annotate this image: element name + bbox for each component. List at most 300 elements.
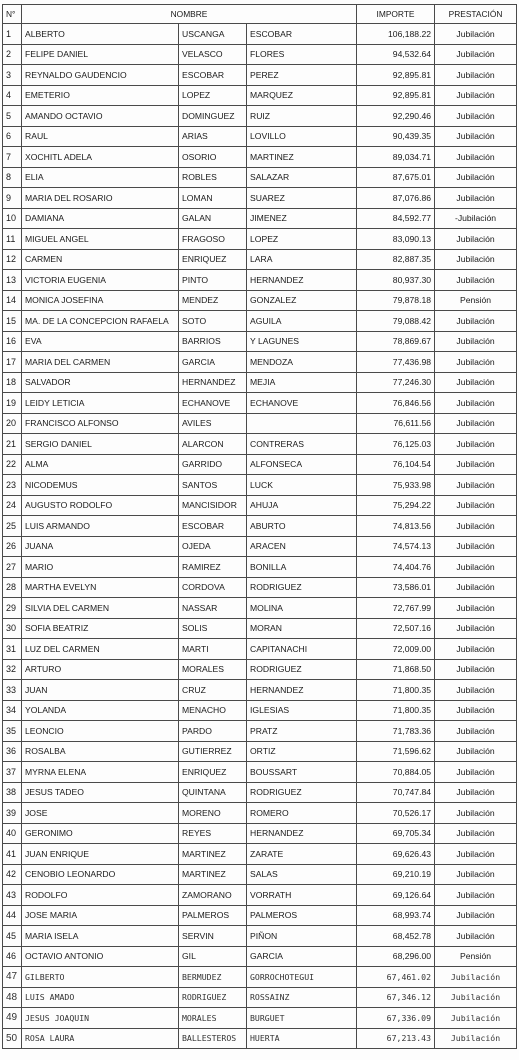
paternal-surname-cell: MENACHO — [179, 700, 247, 721]
benefit-type-cell: Jubilación — [435, 229, 517, 250]
table-row — [3, 290, 517, 311]
first-name-cell: LEONCIO — [22, 721, 179, 742]
first-name-cell: ROSALBA — [22, 741, 179, 762]
amount-cell: 72,009.00 — [357, 639, 435, 660]
benefit-type-cell: -Jubilación — [435, 208, 517, 229]
benefit-type-cell: Pensión — [435, 946, 517, 967]
paternal-surname-cell: FRAGOSO — [179, 229, 247, 250]
amount-cell: 92,895.81 — [357, 65, 435, 86]
row-number-cell: 47 — [3, 967, 22, 988]
table-row — [3, 208, 517, 229]
first-name-cell: LUZ DEL CARMEN — [22, 639, 179, 660]
first-name-cell: FELIPE DANIEL — [22, 44, 179, 65]
benefit-type-cell: Jubilación — [435, 126, 517, 147]
first-name-cell: ALBERTO — [22, 24, 179, 45]
maternal-surname-cell: LOVILLO — [247, 126, 357, 147]
first-name-cell: EMETERIO — [22, 85, 179, 106]
benefit-type-cell: Jubilación — [435, 741, 517, 762]
first-name-cell: LUIS AMADO — [22, 987, 179, 1008]
beneficiaries-table — [2, 4, 517, 1049]
table-row — [3, 700, 517, 721]
first-name-cell: RODOLFO — [22, 885, 179, 906]
paternal-surname-cell: DOMINGUEZ — [179, 106, 247, 127]
maternal-surname-cell: ESCOBAR — [247, 24, 357, 45]
row-number-cell: 27 — [3, 557, 22, 578]
row-number-cell: 18 — [3, 372, 22, 393]
benefit-type-cell: Jubilación — [435, 249, 517, 270]
maternal-surname-cell: CONTRERAS — [247, 434, 357, 455]
amount-cell: 94,532.64 — [357, 44, 435, 65]
paternal-surname-cell: AVILES — [179, 413, 247, 434]
maternal-surname-cell: SALAS — [247, 864, 357, 885]
benefit-type-cell: Jubilación — [435, 270, 517, 291]
row-number-cell: 2 — [3, 44, 22, 65]
table-row — [3, 147, 517, 168]
amount-cell: 76,846.56 — [357, 393, 435, 414]
table-row — [3, 557, 517, 578]
amount-cell: 87,675.01 — [357, 167, 435, 188]
row-number-cell: 9 — [3, 188, 22, 209]
amount-cell: 92,895.81 — [357, 85, 435, 106]
table-body — [3, 24, 517, 1049]
table-row — [3, 823, 517, 844]
paternal-surname-cell: SERVIN — [179, 926, 247, 947]
amount-cell: 79,088.42 — [357, 311, 435, 332]
first-name-cell: FRANCISCO ALFONSO — [22, 413, 179, 434]
table-row — [3, 741, 517, 762]
first-name-cell: MARIA DEL ROSARIO — [22, 188, 179, 209]
header-benefit: PRESTACIÓN — [435, 5, 517, 24]
benefit-type-cell: Jubilación — [435, 885, 517, 906]
maternal-surname-cell: GONZALEZ — [247, 290, 357, 311]
table-row — [3, 721, 517, 742]
amount-cell: 82,887.35 — [357, 249, 435, 270]
table-row — [3, 229, 517, 250]
paternal-surname-cell: BERMUDEZ — [179, 967, 247, 988]
row-number-cell: 20 — [3, 413, 22, 434]
maternal-surname-cell: ROMERO — [247, 803, 357, 824]
first-name-cell: CARMEN — [22, 249, 179, 270]
table-row — [3, 905, 517, 926]
benefit-type-cell: Jubilación — [435, 516, 517, 537]
amount-cell: 83,090.13 — [357, 229, 435, 250]
amount-cell: 76,125.03 — [357, 434, 435, 455]
maternal-surname-cell: JIMENEZ — [247, 208, 357, 229]
first-name-cell: GERONIMO — [22, 823, 179, 844]
row-number-cell: 35 — [3, 721, 22, 742]
paternal-surname-cell: NASSAR — [179, 598, 247, 619]
benefit-type-cell: Jubilación — [435, 844, 517, 865]
table-row — [3, 413, 517, 434]
row-number-cell: 10 — [3, 208, 22, 229]
maternal-surname-cell: ORTIZ — [247, 741, 357, 762]
table-row — [3, 577, 517, 598]
paternal-surname-cell: GIL — [179, 946, 247, 967]
row-number-cell: 25 — [3, 516, 22, 537]
amount-cell: 92,290.46 — [357, 106, 435, 127]
paternal-surname-cell: LOPEZ — [179, 85, 247, 106]
table-row — [3, 946, 517, 967]
amount-cell: 72,507.16 — [357, 618, 435, 639]
benefit-type-cell: Jubilación — [435, 618, 517, 639]
row-number-cell: 28 — [3, 577, 22, 598]
paternal-surname-cell: PALMEROS — [179, 905, 247, 926]
row-number-cell: 34 — [3, 700, 22, 721]
benefit-type-cell: Jubilación — [435, 434, 517, 455]
table-row — [3, 188, 517, 209]
row-number-cell: 16 — [3, 331, 22, 352]
maternal-surname-cell: BOUSSART — [247, 762, 357, 783]
table-row — [3, 331, 517, 352]
amount-cell: 80,937.30 — [357, 270, 435, 291]
amount-cell: 71,800.35 — [357, 680, 435, 701]
paternal-surname-cell: LOMAN — [179, 188, 247, 209]
first-name-cell: OCTAVIO ANTONIO — [22, 946, 179, 967]
table-row — [3, 126, 517, 147]
paternal-surname-cell: MENDEZ — [179, 290, 247, 311]
table-row — [3, 803, 517, 824]
benefit-type-cell: Jubilación — [435, 1028, 517, 1049]
maternal-surname-cell: HERNANDEZ — [247, 680, 357, 701]
paternal-surname-cell: ESCOBAR — [179, 65, 247, 86]
benefit-type-cell: Jubilación — [435, 475, 517, 496]
amount-cell: 71,800.35 — [357, 700, 435, 721]
row-number-cell: 31 — [3, 639, 22, 660]
first-name-cell: GILBERTO — [22, 967, 179, 988]
table-row — [3, 434, 517, 455]
maternal-surname-cell: MENDOZA — [247, 352, 357, 373]
benefit-type-cell: Jubilación — [435, 823, 517, 844]
benefit-type-cell: Jubilación — [435, 721, 517, 742]
paternal-surname-cell: OJEDA — [179, 536, 247, 557]
amount-cell: 71,868.50 — [357, 659, 435, 680]
row-number-cell: 4 — [3, 85, 22, 106]
amount-cell: 68,993.74 — [357, 905, 435, 926]
table-row — [3, 311, 517, 332]
paternal-surname-cell: VELASCO — [179, 44, 247, 65]
first-name-cell: REYNALDO GAUDENCIO — [22, 65, 179, 86]
amount-cell: 89,034.71 — [357, 147, 435, 168]
maternal-surname-cell: AGUILA — [247, 311, 357, 332]
paternal-surname-cell: ARIAS — [179, 126, 247, 147]
table-row — [3, 639, 517, 660]
benefit-type-cell: Jubilación — [435, 905, 517, 926]
amount-cell: 77,246.30 — [357, 372, 435, 393]
maternal-surname-cell: HUERTA — [247, 1028, 357, 1049]
table-row — [3, 516, 517, 537]
row-number-cell: 14 — [3, 290, 22, 311]
first-name-cell: MYRNA ELENA — [22, 762, 179, 783]
first-name-cell: NICODEMUS — [22, 475, 179, 496]
maternal-surname-cell: PALMEROS — [247, 905, 357, 926]
row-number-cell: 49 — [3, 1008, 22, 1029]
paternal-surname-cell: RODRIGUEZ — [179, 987, 247, 1008]
maternal-surname-cell: PRATZ — [247, 721, 357, 742]
table-row — [3, 352, 517, 373]
row-number-cell: 6 — [3, 126, 22, 147]
row-number-cell: 43 — [3, 885, 22, 906]
first-name-cell: MARIA DEL CARMEN — [22, 352, 179, 373]
amount-cell: 72,767.99 — [357, 598, 435, 619]
benefit-type-cell: Jubilación — [435, 85, 517, 106]
amount-cell: 79,878.18 — [357, 290, 435, 311]
first-name-cell: ROSA LAURA — [22, 1028, 179, 1049]
benefit-type-cell: Jubilación — [435, 1008, 517, 1029]
amount-cell: 71,596.62 — [357, 741, 435, 762]
paternal-surname-cell: CORDOVA — [179, 577, 247, 598]
table-row — [3, 618, 517, 639]
row-number-cell: 40 — [3, 823, 22, 844]
first-name-cell: MARIA ISELA — [22, 926, 179, 947]
benefit-type-cell: Jubilación — [435, 639, 517, 660]
table-row — [3, 24, 517, 45]
benefit-type-cell: Jubilación — [435, 65, 517, 86]
table-row — [3, 475, 517, 496]
paternal-surname-cell: GUTIERREZ — [179, 741, 247, 762]
first-name-cell: MIGUEL ANGEL — [22, 229, 179, 250]
first-name-cell: SILVIA DEL CARMEN — [22, 598, 179, 619]
paternal-surname-cell: SANTOS — [179, 475, 247, 496]
first-name-cell: AMANDO OCTAVIO — [22, 106, 179, 127]
benefit-type-cell: Jubilación — [435, 372, 517, 393]
amount-cell: 69,210.19 — [357, 864, 435, 885]
benefit-type-cell: Jubilación — [435, 413, 517, 434]
first-name-cell: JESUS TADEO — [22, 782, 179, 803]
maternal-surname-cell: LOPEZ — [247, 229, 357, 250]
benefit-type-cell: Jubilación — [435, 331, 517, 352]
benefit-type-cell: Jubilación — [435, 700, 517, 721]
table-row — [3, 1028, 517, 1049]
benefit-type-cell: Jubilación — [435, 393, 517, 414]
maternal-surname-cell: AHUJA — [247, 495, 357, 516]
paternal-surname-cell: ESCOBAR — [179, 516, 247, 537]
paternal-surname-cell: SOTO — [179, 311, 247, 332]
maternal-surname-cell: RODRIGUEZ — [247, 659, 357, 680]
table-row — [3, 987, 517, 1008]
table-row — [3, 782, 517, 803]
row-number-cell: 19 — [3, 393, 22, 414]
maternal-surname-cell: FLORES — [247, 44, 357, 65]
maternal-surname-cell: ABURTO — [247, 516, 357, 537]
first-name-cell: MA. DE LA CONCEPCION RAFAELA — [22, 311, 179, 332]
paternal-surname-cell: PINTO — [179, 270, 247, 291]
row-number-cell: 17 — [3, 352, 22, 373]
paternal-surname-cell: QUINTANA — [179, 782, 247, 803]
benefit-type-cell: Jubilación — [435, 557, 517, 578]
table-row — [3, 1008, 517, 1029]
table-row — [3, 270, 517, 291]
amount-cell: 74,404.76 — [357, 557, 435, 578]
table-row — [3, 44, 517, 65]
amount-cell: 68,452.78 — [357, 926, 435, 947]
row-number-cell: 45 — [3, 926, 22, 947]
maternal-surname-cell: RODRIGUEZ — [247, 782, 357, 803]
first-name-cell: DAMIANA — [22, 208, 179, 229]
maternal-surname-cell: LARA — [247, 249, 357, 270]
benefit-type-cell: Jubilación — [435, 536, 517, 557]
benefit-type-cell: Jubilación — [435, 577, 517, 598]
amount-cell: 67,346.12 — [357, 987, 435, 1008]
row-number-cell: 48 — [3, 987, 22, 1008]
maternal-surname-cell: LUCK — [247, 475, 357, 496]
maternal-surname-cell: BONILLA — [247, 557, 357, 578]
first-name-cell: MARIO — [22, 557, 179, 578]
table-row — [3, 167, 517, 188]
row-number-cell: 33 — [3, 680, 22, 701]
first-name-cell: EVA — [22, 331, 179, 352]
table-row — [3, 372, 517, 393]
first-name-cell: VICTORIA EUGENIA — [22, 270, 179, 291]
table-row — [3, 65, 517, 86]
benefit-type-cell: Pensión — [435, 290, 517, 311]
amount-cell: 75,294.22 — [357, 495, 435, 516]
maternal-surname-cell: RODRIGUEZ — [247, 577, 357, 598]
benefit-type-cell: Jubilación — [435, 762, 517, 783]
maternal-surname-cell: HERNANDEZ — [247, 270, 357, 291]
row-number-cell: 29 — [3, 598, 22, 619]
maternal-surname-cell: ALFONSECA — [247, 454, 357, 475]
paternal-surname-cell: CRUZ — [179, 680, 247, 701]
row-number-cell: 15 — [3, 311, 22, 332]
row-number-cell: 3 — [3, 65, 22, 86]
row-number-cell: 36 — [3, 741, 22, 762]
maternal-surname-cell: ARACEN — [247, 536, 357, 557]
table-row — [3, 454, 517, 475]
row-number-cell: 23 — [3, 475, 22, 496]
amount-cell: 78,869.67 — [357, 331, 435, 352]
amount-cell: 67,213.43 — [357, 1028, 435, 1049]
paternal-surname-cell: MORALES — [179, 1008, 247, 1029]
row-number-cell: 37 — [3, 762, 22, 783]
row-number-cell: 13 — [3, 270, 22, 291]
amount-cell: 70,747.84 — [357, 782, 435, 803]
first-name-cell: ARTURO — [22, 659, 179, 680]
row-number-cell: 38 — [3, 782, 22, 803]
first-name-cell: JUAN — [22, 680, 179, 701]
table-row — [3, 967, 517, 988]
first-name-cell: LEIDY LETICIA — [22, 393, 179, 414]
paternal-surname-cell: ZAMORANO — [179, 885, 247, 906]
benefit-type-cell: Jubilación — [435, 24, 517, 45]
first-name-cell: XOCHITL ADELA — [22, 147, 179, 168]
table-row — [3, 844, 517, 865]
first-name-cell: JESUS JOAQUIN — [22, 1008, 179, 1029]
maternal-surname-cell: GORROCHOTEGUI — [247, 967, 357, 988]
table-row — [3, 393, 517, 414]
maternal-surname-cell: MARQUEZ — [247, 85, 357, 106]
row-number-cell: 12 — [3, 249, 22, 270]
row-number-cell: 1 — [3, 24, 22, 45]
first-name-cell: SALVADOR — [22, 372, 179, 393]
amount-cell: 84,592.77 — [357, 208, 435, 229]
paternal-surname-cell: MARTINEZ — [179, 864, 247, 885]
paternal-surname-cell: RAMIREZ — [179, 557, 247, 578]
maternal-surname-cell: PEREZ — [247, 65, 357, 86]
amount-cell: 87,076.86 — [357, 188, 435, 209]
row-number-cell: 11 — [3, 229, 22, 250]
benefit-type-cell: Jubilación — [435, 188, 517, 209]
first-name-cell: CENOBIO LEONARDO — [22, 864, 179, 885]
maternal-surname-cell: IGLESIAS — [247, 700, 357, 721]
table-row — [3, 762, 517, 783]
paternal-surname-cell: GARCIA — [179, 352, 247, 373]
maternal-surname-cell — [247, 413, 357, 434]
first-name-cell: YOLANDA — [22, 700, 179, 721]
paternal-surname-cell: GALAN — [179, 208, 247, 229]
paternal-surname-cell: MANCISIDOR — [179, 495, 247, 516]
amount-cell: 77,436.98 — [357, 352, 435, 373]
first-name-cell: JUAN ENRIQUE — [22, 844, 179, 865]
benefit-type-cell: Jubilación — [435, 926, 517, 947]
maternal-surname-cell: RUIZ — [247, 106, 357, 127]
table-row — [3, 536, 517, 557]
row-number-cell: 24 — [3, 495, 22, 516]
table-row — [3, 659, 517, 680]
row-number-cell: 26 — [3, 536, 22, 557]
maternal-surname-cell: VORRATH — [247, 885, 357, 906]
maternal-surname-cell: SUAREZ — [247, 188, 357, 209]
amount-cell: 70,526.17 — [357, 803, 435, 824]
first-name-cell: SOFIA BEATRIZ — [22, 618, 179, 639]
paternal-surname-cell: ENRIQUEZ — [179, 762, 247, 783]
first-name-cell: MARTHA EVELYN — [22, 577, 179, 598]
table-row — [3, 106, 517, 127]
paternal-surname-cell: BARRIOS — [179, 331, 247, 352]
benefit-type-cell: Jubilación — [435, 454, 517, 475]
amount-cell: 69,705.34 — [357, 823, 435, 844]
table-row — [3, 680, 517, 701]
amount-cell: 69,126.64 — [357, 885, 435, 906]
maternal-surname-cell: GARCIA — [247, 946, 357, 967]
row-number-cell: 39 — [3, 803, 22, 824]
maternal-surname-cell: CAPITANACHI — [247, 639, 357, 660]
amount-cell: 74,813.56 — [357, 516, 435, 537]
paternal-surname-cell: HERNANDEZ — [179, 372, 247, 393]
paternal-surname-cell: ALARCON — [179, 434, 247, 455]
amount-cell: 76,611.56 — [357, 413, 435, 434]
paternal-surname-cell: ECHANOVE — [179, 393, 247, 414]
amount-cell: 73,586.01 — [357, 577, 435, 598]
paternal-surname-cell: PARDO — [179, 721, 247, 742]
maternal-surname-cell: MARTINEZ — [247, 147, 357, 168]
maternal-surname-cell: ECHANOVE — [247, 393, 357, 414]
amount-cell: 74,574.13 — [357, 536, 435, 557]
paternal-surname-cell: MARTI — [179, 639, 247, 660]
paternal-surname-cell: ROBLES — [179, 167, 247, 188]
table-row — [3, 926, 517, 947]
first-name-cell: RAUL — [22, 126, 179, 147]
benefit-type-cell: Jubilación — [435, 782, 517, 803]
maternal-surname-cell: MOLINA — [247, 598, 357, 619]
maternal-surname-cell: ZARATE — [247, 844, 357, 865]
amount-cell: 71,783.36 — [357, 721, 435, 742]
row-number-cell: 8 — [3, 167, 22, 188]
row-number-cell: 46 — [3, 946, 22, 967]
table-row — [3, 598, 517, 619]
paternal-surname-cell: ENRIQUEZ — [179, 249, 247, 270]
benefit-type-cell: Jubilación — [435, 106, 517, 127]
row-number-cell: 7 — [3, 147, 22, 168]
paternal-surname-cell: GARRIDO — [179, 454, 247, 475]
header-name: NOMBRE — [22, 5, 357, 24]
row-number-cell: 50 — [3, 1028, 22, 1049]
row-number-cell: 32 — [3, 659, 22, 680]
first-name-cell: JUANA — [22, 536, 179, 557]
amount-cell: 90,439.35 — [357, 126, 435, 147]
row-number-cell: 41 — [3, 844, 22, 865]
maternal-surname-cell: HERNANDEZ — [247, 823, 357, 844]
amount-cell: 67,336.09 — [357, 1008, 435, 1029]
